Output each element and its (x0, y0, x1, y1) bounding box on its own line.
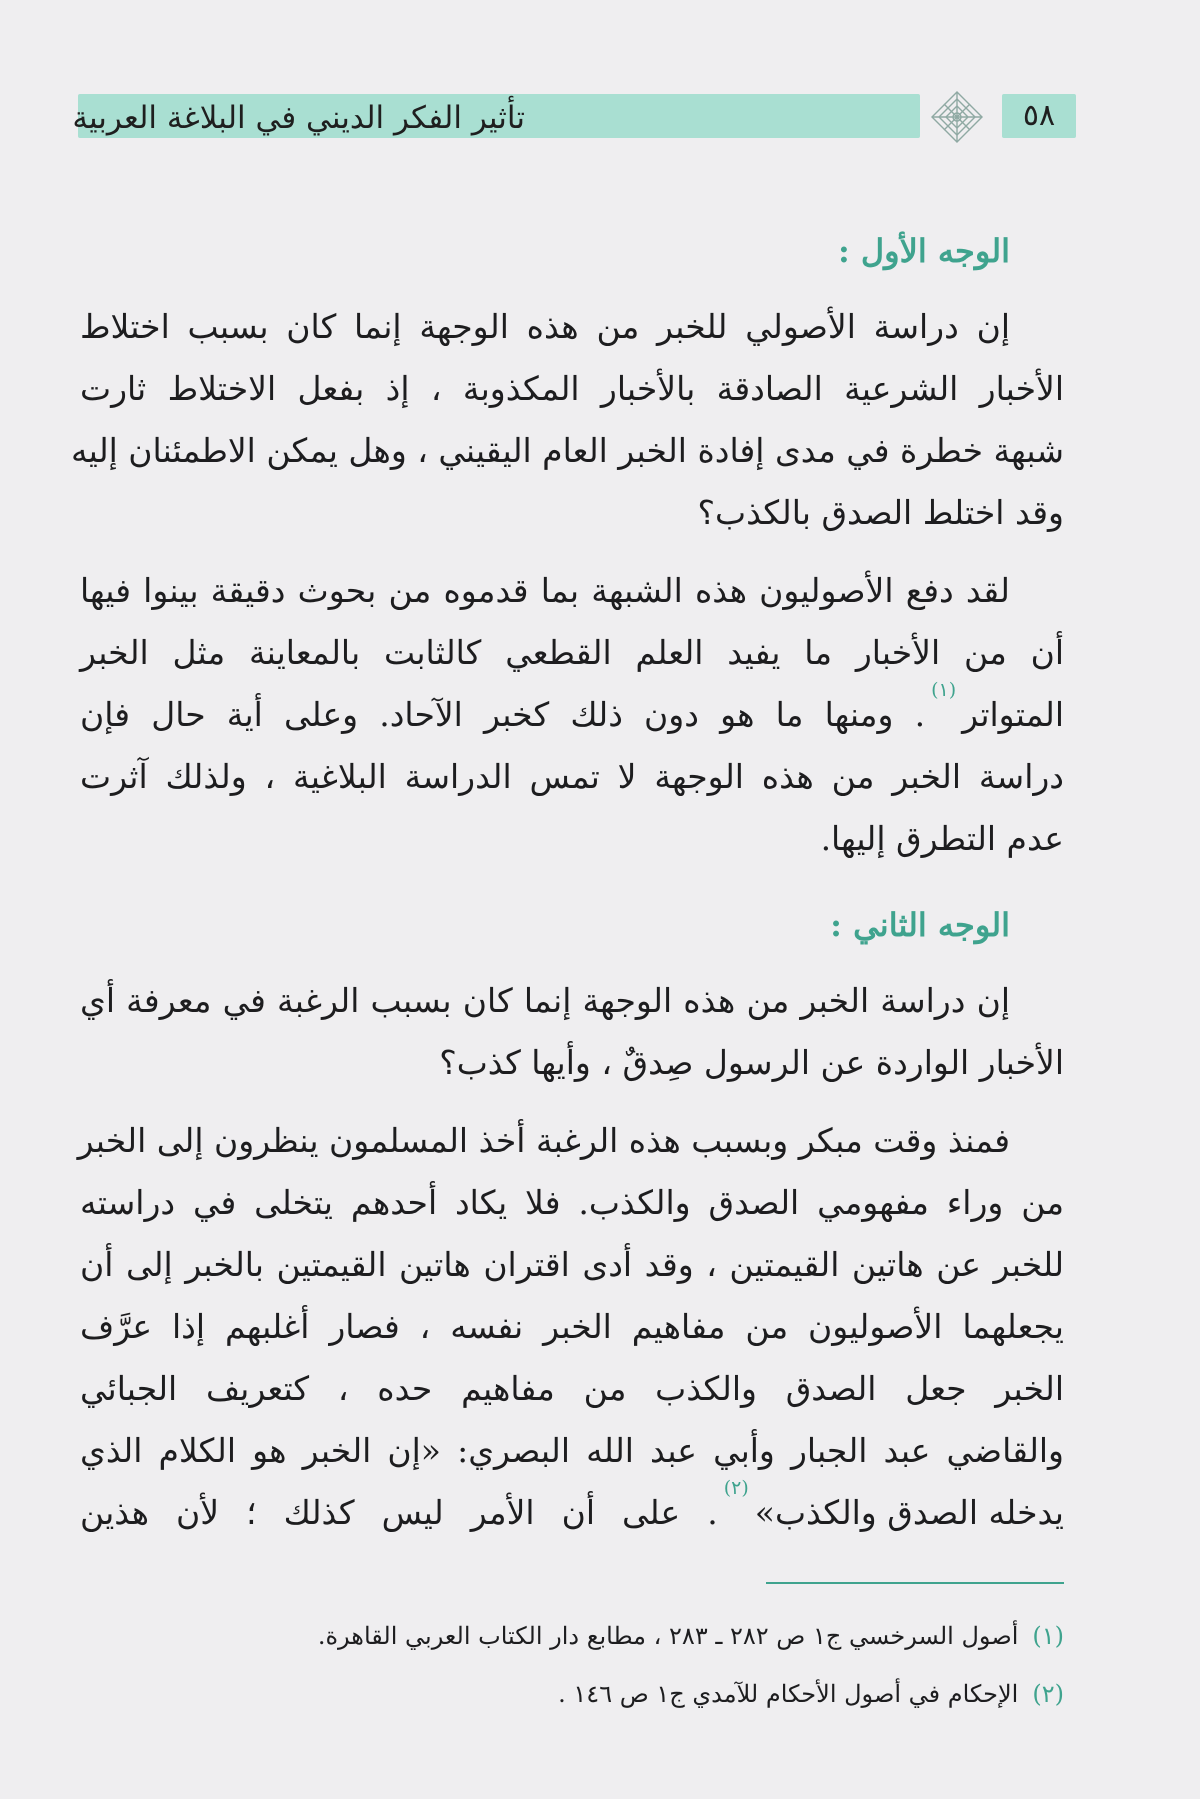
text-fragment: المتواتر (962, 695, 1064, 734)
section-heading: الوجه الأول : (837, 232, 1010, 270)
text-line: عدم التطرق إليها. (820, 819, 1064, 858)
footnote-marker[interactable]: (١) (931, 679, 957, 701)
text-fragment: يدخله الصدق والكذب» (754, 1493, 1064, 1532)
footnote (558, 1676, 1064, 1712)
text-line: والقاضي عبد الجبار وأبي عبد الله البصري: «إن الخبر هو الكلام الذي (80, 1431, 1064, 1470)
footnote-number: (١) (1032, 1622, 1064, 1650)
text-line: دراسة الخبر من هذه الوجهة لا تمس الدراسة البلاغية ، ولذلك آثرت (80, 757, 1064, 796)
text-line: الأخبار الشرعية الصادقة بالأخبار المكذوبة ، إذ بفعل الاختلاط ثارت (80, 369, 1064, 408)
text-line: الخبر جعل الصدق والكذب من مفاهيم حده ، كتعريف الجبائي (80, 1369, 1064, 1408)
running-title: تأثير الفكر الديني في البلاغة العربية (72, 100, 525, 136)
page-number-box (1002, 94, 1076, 138)
text-line: إن دراسة الخبر من هذه الوجهة إنما كان بسبب الرغبة في معرفة أي (80, 981, 1010, 1020)
text-line: الأخبار الواردة عن الرسول صِدقٌ ، وأيها كذب؟ (439, 1043, 1064, 1082)
footnote-text: أصول السرخسي ج١ ص ٢٨٢ ـ ٢٨٣ ، مطابع دار الكتاب العربي القاهرة. (317, 1622, 1019, 1650)
footnote-divider (766, 1582, 1064, 1584)
page-number: ٥٨ (1022, 98, 1056, 133)
running-header (72, 90, 1076, 140)
text-line: وقد اختلط الصدق بالكذب؟ (697, 493, 1064, 532)
footnote-number: (٢) (1032, 1680, 1064, 1708)
footnote-marker[interactable]: (٢) (723, 1477, 749, 1499)
text-line-with-footnote (80, 679, 1064, 740)
text-line: أن من الأخبار ما يفيد العلم القطعي كالثابت بالمعاينة مثل الخبر (80, 633, 1064, 672)
text-line: شبهة خطرة في مدى إفادة الخبر العام اليقيني ، وهل يمكن الاطمئنان إليه (70, 431, 1064, 470)
text-fragment: . ومنها ما هو دون ذلك كخبر الآحاد. وعلى أية حال فإن (80, 695, 926, 734)
text-fragment: . على أن الأمر ليس كذلك ؛ لأن هذين (80, 1493, 718, 1532)
text-line-with-footnote (80, 1477, 1064, 1538)
text-line: فمنذ وقت مبكر وبسبب هذه الرغبة أخذ المسلمون ينظرون إلى الخبر (77, 1121, 1010, 1160)
text-line: إن دراسة الأصولي للخبر من هذه الوجهة إنما كان بسبب اختلاط (80, 307, 1010, 346)
text-line: لقد دفع الأصوليون هذه الشبهة بما قدموه من بحوث دقيقة بينوا فيها (80, 571, 1010, 610)
footnote-text: الإحكام في أصول الأحكام للآمدي ج١ ص ١٤٦ . (558, 1680, 1019, 1708)
footnote (318, 1618, 1064, 1654)
section-heading: الوجه الثاني : (830, 906, 1010, 944)
header-title-band (72, 94, 920, 138)
decorative-ornament-icon (930, 90, 984, 144)
text-line: من وراء مفهومي الصدق والكذب. فلا يكاد أحدهم يتخلى في دراسته (80, 1183, 1064, 1222)
text-line: للخبر عن هاتين القيمتين ، وقد أدى اقتران هاتين القيمتين بالخبر إلى أن (80, 1245, 1064, 1284)
text-line: يجعلهما الأصوليون من مفاهيم الخبر نفسه ، فصار أغلبهم إذا عرَّف (80, 1307, 1064, 1346)
